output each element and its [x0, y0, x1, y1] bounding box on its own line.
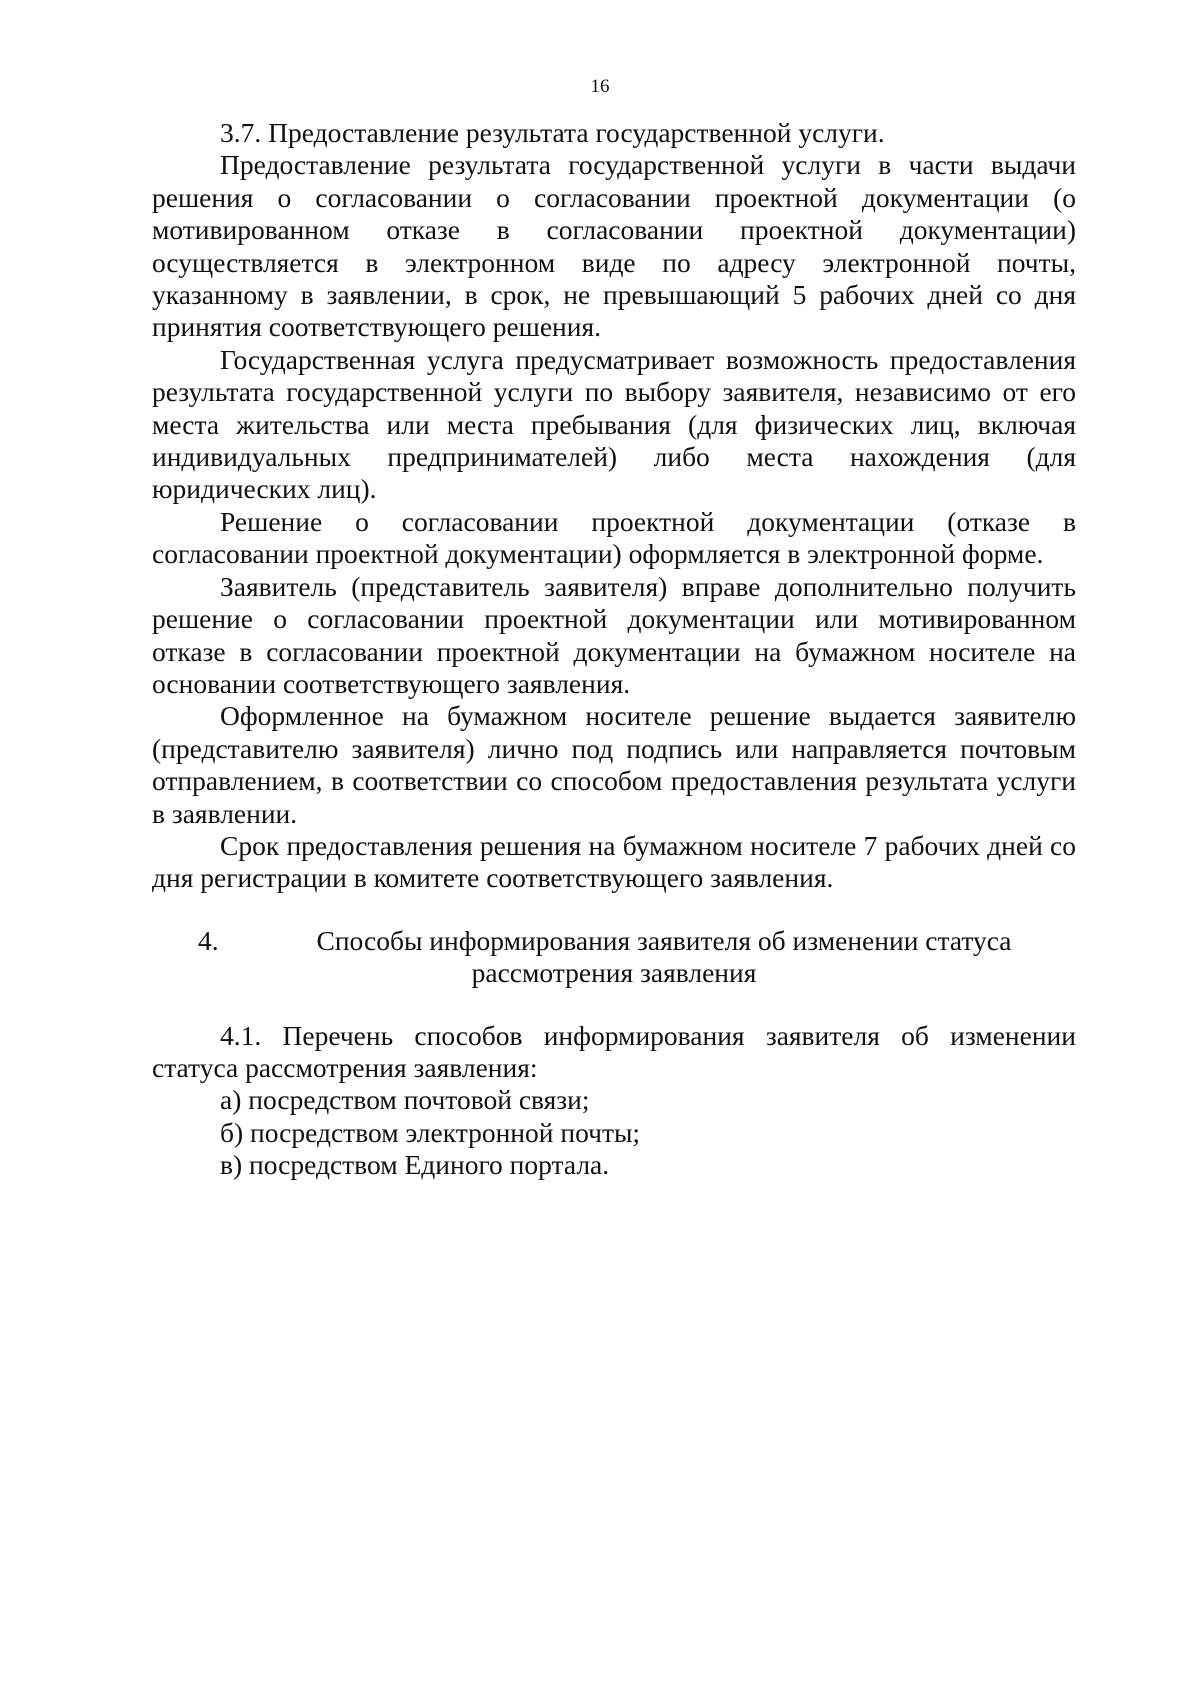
section-4-title-line-1: Способы информирования заявителя об изменении статуса — [316, 924, 1012, 956]
page-number: 16 — [590, 76, 610, 97]
list-item-postal: а) посредством почтовой связи; — [220, 1084, 590, 1116]
section-4-number: 4. — [198, 924, 219, 956]
section-4-title — [252, 925, 1076, 990]
paragraph-paper-request: Заявитель (представитель заявителя) вправе дополнительно получить решение о согласовании проектной документации или мотивированном отказе в согласовании проектной документации на бумажном носителе на основании соответствующего заявления. — [152, 570, 1076, 699]
section-4-1-intro: 4.1. Перечень способов информирования заявителя об изменении статуса рассмотрения заявления: — [152, 1019, 1076, 1083]
paragraph-electronic-form: Решение о согласовании проектной документации (отказе в согласовании проектной документации) оформляется в электронной форме. — [152, 505, 1076, 570]
list-item-email: б) посредством электронной почты; — [220, 1116, 641, 1148]
paragraph-paper-deadline: Срок предоставления решения на бумажном носителе 7 рабочих дней со дня регистрации в комитете соответствующего заявления. — [152, 829, 1076, 894]
section-3-7-title: 3.7. Предоставление результата государственной услуги. — [220, 117, 885, 148]
section-4-heading — [152, 925, 1076, 990]
paragraph-choice-of-applicant: Государственная услуга предусматривает возможность предоставления результата государственной услуги по выбору заявителя, независимо от его места жительства или места пребывания (для физических лиц, включая индивидуальных предпринимателей) либо места нахождения (для юридических лиц). — [152, 343, 1076, 505]
paragraph-result-delivery: Предоставление результата государственной услуги в части выдачи решения о согласовании о согласовании проектной документации (о мотивированном отказе в согласовании проектной документации) осуществляется в электронном виде по адресу электронной почты, указанному в заявлении, в срок, не превышающий 5 рабочих дней со дня принятия соответствующего решения. — [152, 149, 1076, 343]
section-4-title-line-2: рассмотрения заявления — [471, 957, 757, 989]
list-item-portal: в) посредством Единого портала. — [220, 1149, 610, 1181]
document-body — [152, 117, 1076, 1182]
paragraph-paper-issuance: Оформленное на бумажном носителе решение выдается заявителю (представителю заявителя) лично под подпись или направляется почтовым отправлением, в соответствии со способом предоставления результата услуги в заявлении. — [152, 700, 1076, 829]
